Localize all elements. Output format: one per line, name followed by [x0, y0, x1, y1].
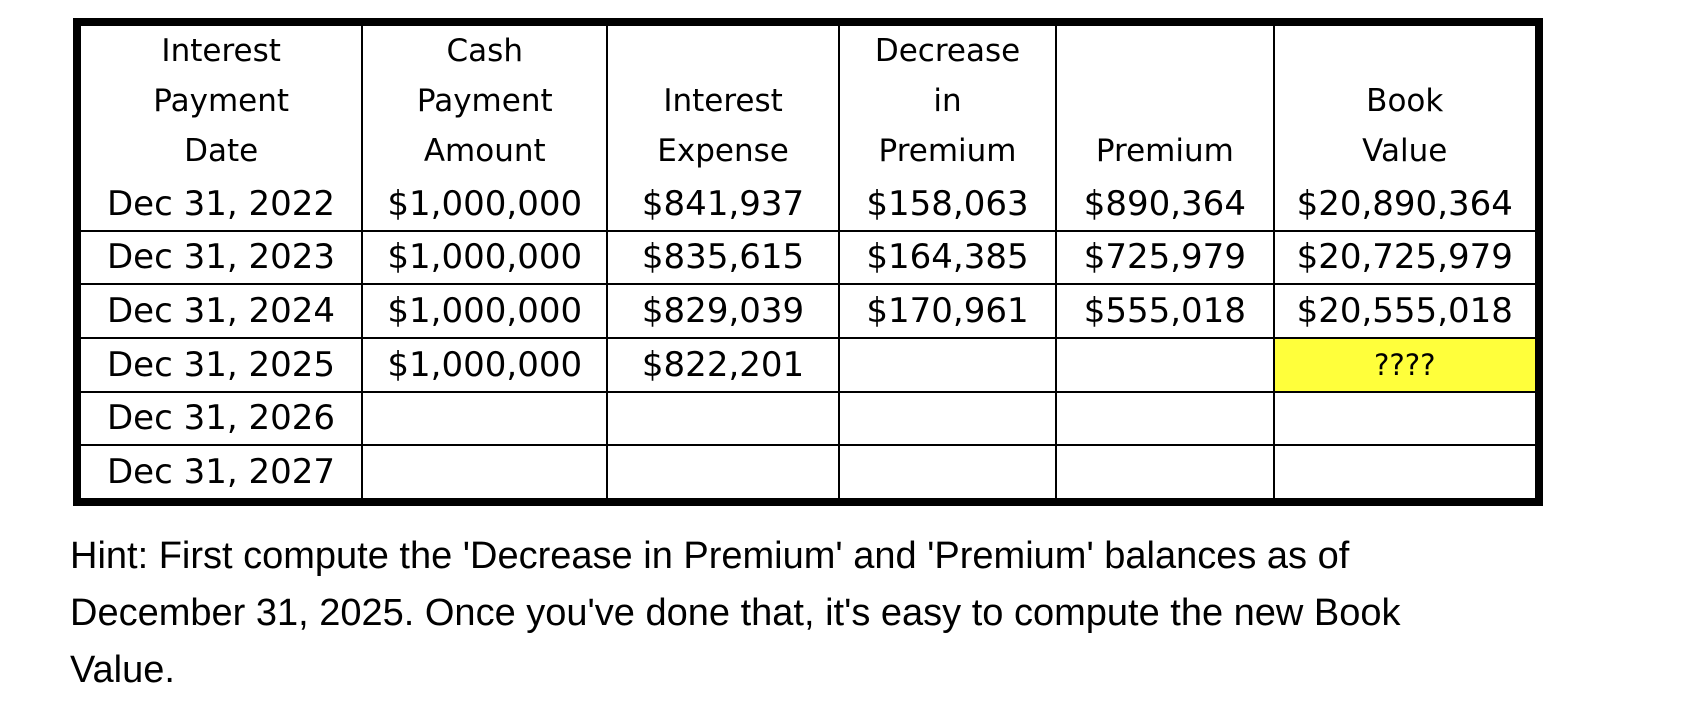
decrease-in-premium-cell [839, 445, 1056, 498]
date-cell: Dec 31, 2024 [81, 284, 362, 338]
interest-expense-cell [607, 445, 839, 498]
interest-expense-cell: $835,615 [607, 231, 839, 285]
book-value-unknown-cell: ???? [1274, 338, 1536, 392]
interest-expense-cell: $829,039 [607, 284, 839, 338]
amortization-table-frame [73, 18, 1543, 506]
header-interest-expense: Interest Expense [607, 26, 839, 178]
date-cell: Dec 31, 2026 [81, 392, 362, 446]
decrease-in-premium-cell: $164,385 [839, 231, 1056, 285]
premium-cell: $725,979 [1056, 231, 1273, 285]
premium-cell: $555,018 [1056, 284, 1273, 338]
book-value-cell [1274, 445, 1536, 498]
interest-expense-cell: $822,201 [607, 338, 839, 392]
interest-expense-cell [607, 392, 839, 446]
cash-payment-cell [362, 392, 607, 446]
premium-cell [1056, 392, 1273, 446]
cash-payment-cell [362, 445, 607, 498]
header-cash-payment-amount: Cash Payment Amount [362, 26, 607, 178]
decrease-in-premium-cell [839, 392, 1056, 446]
amortization-schedule-table [81, 26, 1535, 498]
premium-cell: $890,364 [1056, 178, 1273, 231]
header-premium: Premium [1056, 26, 1273, 178]
table-row [81, 231, 1535, 285]
date-cell: Dec 31, 2022 [81, 178, 362, 231]
decrease-in-premium-cell: $158,063 [839, 178, 1056, 231]
table-row [81, 178, 1535, 231]
book-value-cell: $20,555,018 [1274, 284, 1536, 338]
header-book-value: Book Value [1274, 26, 1536, 178]
table-row [81, 445, 1535, 498]
table-row [81, 392, 1535, 446]
header-decrease-in-premium: Decrease in Premium [839, 26, 1056, 178]
cash-payment-cell: $1,000,000 [362, 284, 607, 338]
decrease-in-premium-cell [839, 338, 1056, 392]
premium-cell [1056, 445, 1273, 498]
book-value-cell: $20,890,364 [1274, 178, 1536, 231]
date-cell: Dec 31, 2027 [81, 445, 362, 498]
cash-payment-cell: $1,000,000 [362, 178, 607, 231]
premium-cell [1056, 338, 1273, 392]
interest-expense-cell: $841,937 [607, 178, 839, 231]
date-cell: Dec 31, 2023 [81, 231, 362, 285]
book-value-cell [1274, 392, 1536, 446]
book-value-cell: $20,725,979 [1274, 231, 1536, 285]
table-row [81, 338, 1535, 392]
header-interest-payment-date: Interest Payment Date [81, 26, 362, 178]
cash-payment-cell: $1,000,000 [362, 231, 607, 285]
date-cell: Dec 31, 2025 [81, 338, 362, 392]
table-row [81, 284, 1535, 338]
hint-text: Hint: First compute the 'Decrease in Premium' and 'Premium' balances as of December 31, 2025. Once you've done that, it's easy to compute the new Book Value. [70, 535, 1401, 691]
header-row [81, 26, 1535, 178]
cash-payment-cell: $1,000,000 [362, 338, 607, 392]
decrease-in-premium-cell: $170,961 [839, 284, 1056, 338]
